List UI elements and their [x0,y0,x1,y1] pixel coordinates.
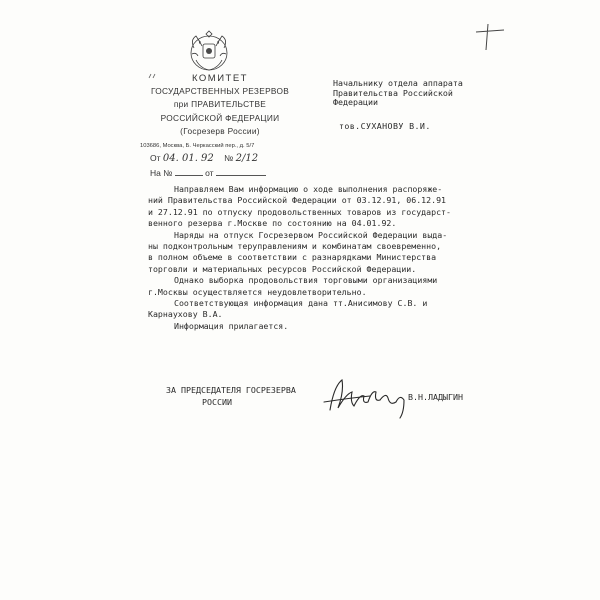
para-2-line-3: в полном объеме в соответствии с разнарядками Министерства [148,252,437,263]
date-number-line [150,153,258,164]
handwritten-signature-icon [320,372,420,422]
signatory-name: В.Н.ЛАДЫГИН [408,392,463,402]
signoff-line-2: РОССИИ [202,397,232,407]
reference-from: от [205,168,214,178]
reference-number-blank [175,167,203,176]
para-4-line-1: Соответствующая информация дана тт.Анисимову С.В. и [174,298,428,309]
number-value: 2/12 [235,153,259,164]
addressee-name: тов.СУХАНОВУ В.И. [339,120,431,131]
para-1-line-3: и 27.12.91 по отпуску продовольственных товаров из государст- [148,206,451,217]
para-4-line-2: Карнаухову В.А. [148,309,223,320]
para-1-line-2: ний Правительства Российской Федерации от 03.12.91, 06.12.91 [148,195,447,206]
reference-prefix: На № [150,168,173,178]
addressee-block [333,79,463,131]
reference-line [150,167,266,178]
letterhead-address: 103686, Москва, Б. Черкасский пер., д. 5/7 [140,143,255,150]
addressee-line-3: Федерации [333,97,378,107]
addressee-line-1: Начальнику отдела аппарата [333,78,463,88]
letterhead [140,72,300,153]
letterhead-committee: КОМИТЕТ [191,73,248,84]
para-3-line-2: г.Москвы осуществляется неудовлетворительно. [148,286,367,297]
para-2-line-2: ны подконтрольным теруправлениям и комбинатам своевременно, [148,241,442,252]
signoff-title [166,384,296,408]
para-3-line-1: Однако выборка продовольствия торговыми организациями [174,275,438,286]
letterhead-line-1: ГОСУДАРСТВЕННЫХ РЕЗЕРВОВ [150,86,290,97]
letterhead-line-4: (Госрезерв России) [180,125,260,136]
para-2-line-1: Наряды на отпуск Госрезервом Российской Федерации выда- [174,229,448,240]
handwritten-mark-icon [470,22,510,52]
number-prefix: № [224,153,234,163]
para-2-line-4: торговли и материальных ресурсов Российской Федерации. [148,263,417,274]
letterhead-line-2: при ПРАВИТЕЛЬСТВЕ [173,99,267,110]
letterhead-line-3: РОССИЙСКОЙ ФЕДЕРАЦИИ [160,112,280,123]
para-1-line-4: венного резерва г.Москве по состоянию на 04.01.92. [148,218,397,229]
date-prefix: От [150,153,161,163]
para-1-line-1: Направляем Вам информацию о ходе выполнения распоряже- [174,184,443,194]
signoff-line-1: ЗА ПРЕДСЕДАТЕЛЯ ГОСРЕЗЕРВА [166,385,296,395]
addressee-line-2: Правительства Российской [333,87,453,98]
state-emblem-icon [186,30,232,74]
reference-date-blank [216,167,266,176]
letter-body [148,184,498,332]
para-5: Информация прилагается. [174,320,289,331]
date-value: 04. 01. 92 [162,153,214,164]
